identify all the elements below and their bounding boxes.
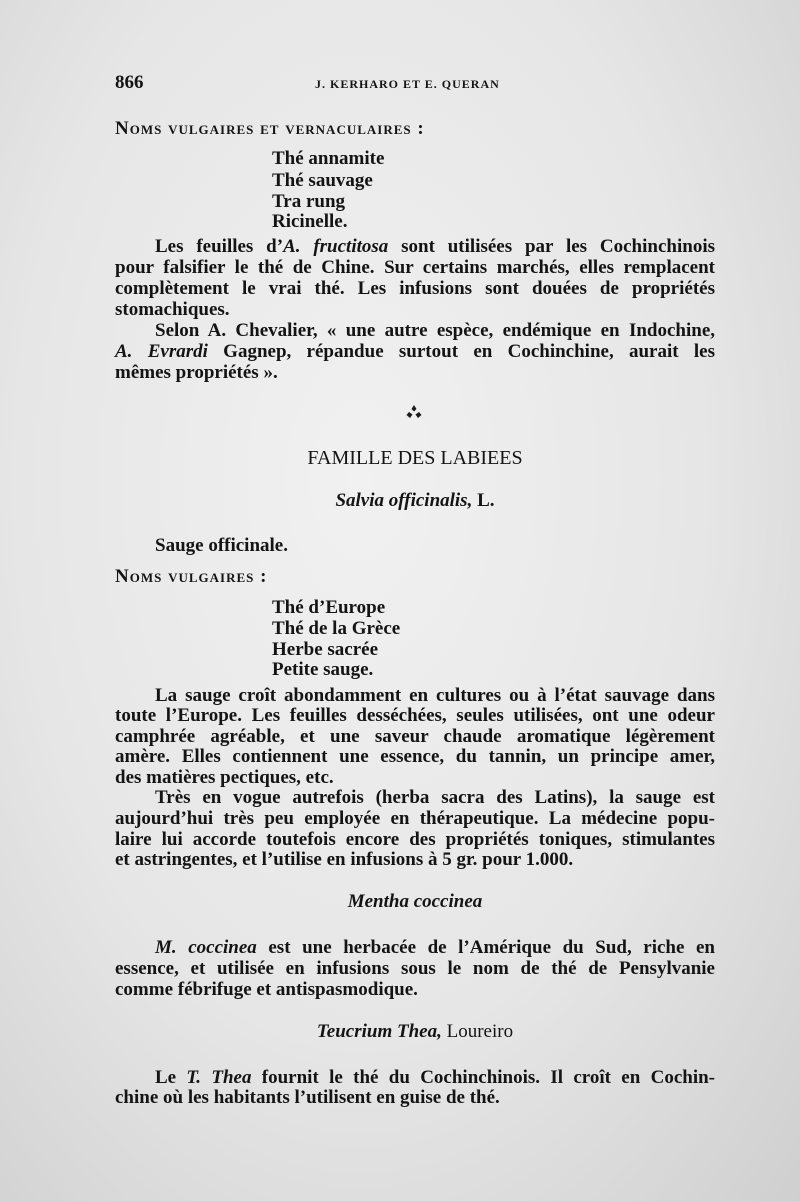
common-name-item: Thé d’Europe [272, 597, 386, 618]
vernacular-names-heading: Noms vulgaires et vernaculaires : [115, 118, 425, 139]
paragraph-line: Selon A. Chevalier, « une autre espèce, endémique en Indochine, [155, 320, 715, 341]
species-author: L. [472, 490, 495, 511]
paragraph-line: amère. Elles contiennent une essence, du tannin, un principe amer, [115, 746, 715, 767]
paragraph-line: camphrée agréable, et une saveur chaude aromatique légèrement [115, 726, 715, 747]
family-title: FAMILLE DES LABIEES [307, 447, 523, 469]
common-names-heading: Noms vulgaires : [115, 566, 268, 587]
paragraph-line: stomachiques. [115, 299, 230, 320]
text-run: Les feuilles d’ [155, 236, 284, 257]
paragraph-line [155, 1067, 715, 1089]
text-run: fournit le thé du Cochinchinois. Il croît en Cochin- [251, 1067, 715, 1088]
species-heading [115, 490, 715, 512]
paragraph-line: pour falsifier le thé de Chine. Sur certains marchés, elles remplacent [115, 257, 715, 278]
paragraph-line: essence, et utilisée en infusions sous le nom de thé de Pensylvanie [115, 958, 715, 979]
species-author: Loureiro [441, 1021, 514, 1042]
species-heading [115, 1021, 715, 1043]
paragraph-line: La sauge croît abondamment en cultures ou à l’état sauvage dans [155, 685, 715, 706]
common-name-item: Thé de la Grèce [272, 618, 401, 639]
species-name: M. coccinea [155, 937, 257, 958]
paragraph-line: des matières pectiques, etc. [115, 767, 334, 788]
vernacular-name: Thé sauvage [272, 170, 373, 191]
paragraph-line: comme fébrifuge et antispasmodique. [115, 979, 418, 1000]
species-name: A. fructitosa [283, 236, 389, 257]
text-run: Le [155, 1067, 187, 1088]
species-heading: Mentha coccinea [347, 891, 483, 912]
paragraph-line: mêmes propriétés ». [115, 362, 278, 383]
vernacular-name: Tra rung [272, 191, 346, 212]
species-name: Salvia officinalis, [335, 490, 473, 511]
running-title: J. KERHARO ET E. QUERAN [315, 77, 500, 91]
paragraph-line [115, 341, 715, 363]
paragraph-line: complètement le vrai thé. Les infusions sont douées de propriétés [115, 278, 715, 299]
common-name: Sauge officinale. [155, 535, 288, 556]
vernacular-name: Ricinelle. [272, 211, 348, 232]
text-run: est une herbacée de l’Amérique du Sud, riche en [256, 937, 715, 958]
paragraph-line: chine où les habitants l’utilisent en guise de thé. [115, 1087, 500, 1108]
vernacular-name: Thé annamite [272, 148, 385, 169]
paragraph-line: Très en vogue autrefois (herba sacra des Latins), la sauge est [155, 787, 715, 808]
paragraph-line: laire lui accorde toutefois encore des propriétés toniques, stimulantes [115, 829, 715, 850]
species-name: A. Evrardi [115, 341, 208, 362]
fleuron-ornament [404, 403, 424, 423]
species-name: T. Thea [186, 1067, 252, 1088]
paragraph-line [155, 236, 715, 258]
page-number: 866 [115, 72, 144, 93]
text-run: Gagnep, répandue surtout en Cochinchine, aurait les [207, 341, 715, 362]
paragraph-line: toute l’Europe. Les feuilles desséchées, seules utilisées, ont une odeur [115, 705, 715, 726]
text-run: sont utilisées par les Cochinchinois [388, 236, 715, 257]
common-name-item: Petite sauge. [272, 659, 374, 680]
page-header [115, 72, 725, 96]
species-name: Teucrium Thea, [316, 1021, 442, 1042]
paragraph-line: et astringentes, et l’utilise en infusions à 5 gr. pour 1.000. [115, 849, 574, 870]
paragraph-line [155, 937, 715, 959]
paragraph-line: aujourd’hui très peu employée en thérapeutique. La médecine popu- [115, 808, 715, 829]
common-name-item: Herbe sacrée [272, 639, 379, 660]
